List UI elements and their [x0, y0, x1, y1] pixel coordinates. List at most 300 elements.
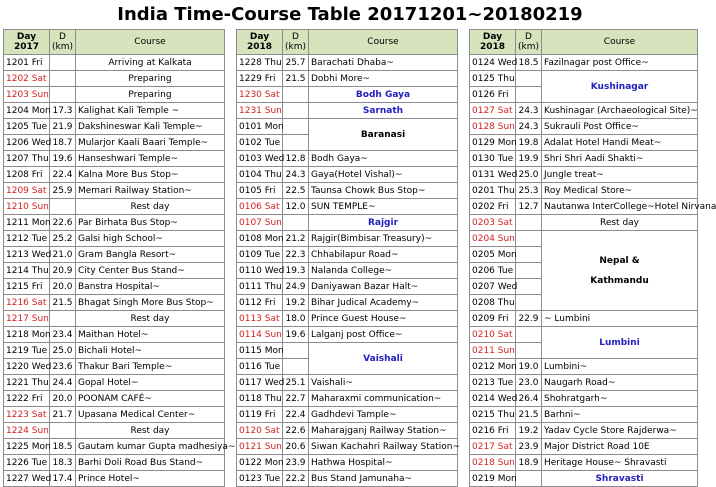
distance-cell [283, 87, 309, 103]
course-cell: Kalighat Kali Temple ~ [76, 103, 225, 119]
day-cell: 1223 Sat [4, 407, 50, 423]
table-row [237, 263, 458, 279]
day-cell: 1213 Wed [4, 247, 50, 263]
distance-cell: 20.9 [50, 263, 76, 279]
course-cell: Nalanda College~ [309, 263, 458, 279]
distance-cell: 20.6 [283, 439, 309, 455]
table-row [4, 71, 225, 87]
day-cell: 0206 Tue [470, 263, 516, 279]
day-cell: 0118 Thu [237, 391, 283, 407]
table-row [4, 327, 225, 343]
course-cell: Memari Railway Station~ [76, 183, 225, 199]
day-cell: 0114 Sun [237, 327, 283, 343]
table-row [237, 343, 458, 359]
distance-cell [516, 279, 542, 295]
course-cell: Jungle treat~ [542, 167, 698, 183]
day-cell: 0122 Mon [237, 455, 283, 471]
course-cell: Barhi Doli Road Bus Stand~ [76, 455, 225, 471]
table-row [470, 103, 698, 119]
course-cell: POONAM CAFÉ~ [76, 391, 225, 407]
distance-cell [50, 199, 76, 215]
course-cell: Taunsa Chowk Bus Stop~ [309, 183, 458, 199]
distance-cell [283, 359, 309, 375]
distance-cell [283, 103, 309, 119]
distance-cell [50, 71, 76, 87]
course-cell: Upasana Medical Center~ [76, 407, 225, 423]
table-row [4, 199, 225, 215]
day-cell: 1229 Fri [237, 71, 283, 87]
distance-cell: 22.7 [283, 391, 309, 407]
day-cell: 1214 Thu [4, 263, 50, 279]
table-row [237, 407, 458, 423]
day-cell: 0217 Sat [470, 439, 516, 455]
table-row [470, 423, 698, 439]
table-row [4, 167, 225, 183]
course-cell: Rajgir(Bimbisar Treasury)~ [309, 231, 458, 247]
course-header: Course [542, 30, 698, 55]
distance-cell: 17.3 [50, 103, 76, 119]
table-row [4, 215, 225, 231]
table-row [470, 311, 698, 327]
day-cell: 0104 Thu [237, 167, 283, 183]
table-row [470, 119, 698, 135]
course-cell: Nautanwa InterCollege~Hotel Nirvana [542, 199, 698, 215]
day-cell: 1202 Sat [4, 71, 50, 87]
course-cell: Gram Bangla Resort~ [76, 247, 225, 263]
day-cell: 1205 Tue [4, 119, 50, 135]
table-row [4, 407, 225, 423]
day-cell: 1208 Fri [4, 167, 50, 183]
distance-cell [50, 55, 76, 71]
distance-cell [283, 215, 309, 231]
day-cell: 0210 Sat [470, 327, 516, 343]
course-cell: Yadav Cycle Store Rajderwa~ [542, 423, 698, 439]
course-cell: Siwan Kachahri Railway Station~ [309, 439, 458, 455]
course-cell: Galsi high School~ [76, 231, 225, 247]
table-row [470, 359, 698, 375]
course-cell: Bhagat Singh More Bus Stop~ [76, 295, 225, 311]
table-row [470, 183, 698, 199]
day-cell: 0106 Sat [237, 199, 283, 215]
day-cell: 0204 Sun [470, 231, 516, 247]
day-cell: 0116 Tue [237, 359, 283, 375]
day-cell: 0131 Wed [470, 167, 516, 183]
table-row [237, 279, 458, 295]
course-cell: Lalganj post Office~ [309, 327, 458, 343]
day-cell: 0112 Fri [237, 295, 283, 311]
distance-cell: 23.4 [50, 327, 76, 343]
day-cell: 0215 Thu [470, 407, 516, 423]
course-cell: Sarnath [309, 103, 458, 119]
table-row [4, 391, 225, 407]
table-row [237, 167, 458, 183]
table-row [237, 391, 458, 407]
course-cell: Barachati Dhaba~ [309, 55, 458, 71]
table-row [4, 151, 225, 167]
distance-cell: 19.8 [516, 135, 542, 151]
distance-cell [283, 343, 309, 359]
day-cell: 1209 Sat [4, 183, 50, 199]
day-cell: 0128 Sun [470, 119, 516, 135]
table-row [237, 55, 458, 71]
course-cell: Gadhdevi Tample~ [309, 407, 458, 423]
distance-cell [516, 71, 542, 87]
distance-cell [50, 423, 76, 439]
distance-cell: 25.2 [50, 231, 76, 247]
distance-cell: 24.9 [283, 279, 309, 295]
course-cell: Dakshineswar Kali Temple~ [76, 119, 225, 135]
distance-header: D (km) [283, 30, 309, 55]
table-row [4, 87, 225, 103]
distance-cell [516, 471, 542, 487]
course-cell: Shri Shri Aadi Shakti~ [542, 151, 698, 167]
day-cell: 0218 Sun [470, 455, 516, 471]
table-row [4, 455, 225, 471]
table-row [237, 327, 458, 343]
day-cell: 0108 Mon [237, 231, 283, 247]
course-cell: SUN TEMPLE~ [309, 199, 458, 215]
distance-cell: 21.5 [50, 295, 76, 311]
day-cell: 1207 Thu [4, 151, 50, 167]
distance-cell: 25.1 [283, 375, 309, 391]
distance-cell: 19.2 [283, 295, 309, 311]
distance-cell: 22.4 [50, 167, 76, 183]
table-row [237, 455, 458, 471]
course-cell: Hanseshwari Temple~ [76, 151, 225, 167]
distance-header: D (km) [516, 30, 542, 55]
table-row [237, 471, 458, 487]
day-cell: 1226 Tue [4, 455, 50, 471]
distance-cell [516, 231, 542, 247]
day-cell: 1220 Wed [4, 359, 50, 375]
course-cell: Hathwa Hospital~ [309, 455, 458, 471]
distance-cell: 25.0 [516, 167, 542, 183]
course-header: Course [76, 30, 225, 55]
day-cell: 0202 Fri [470, 199, 516, 215]
course-cell: Rest day [542, 215, 698, 231]
course-cell: Shohratgarh~ [542, 391, 698, 407]
course-cell: Gaya(Hotel Vishal)~ [309, 167, 458, 183]
distance-cell: 23.9 [516, 439, 542, 455]
day-cell: 0115 Mon [237, 343, 283, 359]
day-cell: 0103 Wed [237, 151, 283, 167]
day-cell: 0216 Fri [470, 423, 516, 439]
distance-cell: 22.6 [50, 215, 76, 231]
table-row [4, 231, 225, 247]
day-cell: 1212 Tue [4, 231, 50, 247]
table-row [4, 135, 225, 151]
distance-cell: 18.3 [50, 455, 76, 471]
distance-cell [516, 343, 542, 359]
course-cell: Nepal & Kathmandu [542, 231, 698, 311]
distance-cell: 12.0 [283, 199, 309, 215]
course-cell: Heritage House~ Shravasti [542, 455, 698, 471]
course-cell: Rest day [76, 423, 225, 439]
day-cell: 0111 Thu [237, 279, 283, 295]
table-row [4, 295, 225, 311]
course-cell: Thakur Bari Temple~ [76, 359, 225, 375]
course-cell: Vaishali~ [309, 375, 458, 391]
day-cell: 1225 Mon [4, 439, 50, 455]
day-cell: 0125 Thu [470, 71, 516, 87]
table-row [237, 247, 458, 263]
day-cell: 0127 Sat [470, 103, 516, 119]
course-cell: Chhabilapur Road~ [309, 247, 458, 263]
day-cell: 1217 Sun [4, 311, 50, 327]
distance-cell [283, 119, 309, 135]
course-cell: ~ Lumbini [542, 311, 698, 327]
table-row [4, 311, 225, 327]
course-cell: Par Birhata Bus Stop~ [76, 215, 225, 231]
day-cell: 1211 Mon [4, 215, 50, 231]
distance-cell: 20.0 [50, 279, 76, 295]
course-cell: Vaishali [309, 343, 458, 375]
course-cell: Mularjor Kaali Baari Temple~ [76, 135, 225, 151]
distance-cell: 22.3 [283, 247, 309, 263]
distance-cell: 21.5 [516, 407, 542, 423]
page-title: India Time-Course Table 20171201~20180219 [117, 4, 583, 25]
table-row [237, 423, 458, 439]
course-header: Course [309, 30, 458, 55]
course-cell: Naugarh Road~ [542, 375, 698, 391]
table-row [4, 103, 225, 119]
day-cell: 0214 Wed [470, 391, 516, 407]
course-cell: Dobhi More~ [309, 71, 458, 87]
day-cell: 1215 Fri [4, 279, 50, 295]
distance-cell [516, 295, 542, 311]
table-row [470, 375, 698, 391]
distance-cell: 23.9 [283, 455, 309, 471]
day-header: Day 2017 [4, 30, 50, 55]
distance-cell: 25.7 [283, 55, 309, 71]
distance-cell: 19.6 [50, 151, 76, 167]
day-cell: 1228 Thu [237, 55, 283, 71]
distance-cell: 22.4 [283, 407, 309, 423]
day-cell: 1227 Wed [4, 471, 50, 487]
course-cell: Sukrauli Post Office~ [542, 119, 698, 135]
course-cell: Preparing [76, 87, 225, 103]
course-cell: Rest day [76, 199, 225, 215]
course-cell: City Center Bus Stand~ [76, 263, 225, 279]
course-cell: Arriving at Kalkata [76, 55, 225, 71]
day-cell: 0110 Wed [237, 263, 283, 279]
distance-cell [50, 311, 76, 327]
distance-cell: 19.2 [516, 423, 542, 439]
table-row [4, 375, 225, 391]
day-cell: 0124 Wed [470, 55, 516, 71]
distance-cell [516, 87, 542, 103]
distance-cell: 19.3 [283, 263, 309, 279]
table-row [470, 231, 698, 247]
schedule-table-2 [236, 29, 461, 487]
course-cell: Gopal Hotel~ [76, 375, 225, 391]
course-cell: Kalna More Bus Stop~ [76, 167, 225, 183]
table-row [4, 471, 225, 487]
day-cell: 0207 Wed [470, 279, 516, 295]
table-row [4, 423, 225, 439]
day-cell: 1230 Sat [237, 87, 283, 103]
distance-cell: 12.7 [516, 199, 542, 215]
distance-cell: 25.9 [50, 183, 76, 199]
day-header: Day 2018 [237, 30, 283, 55]
table-row [470, 455, 698, 471]
table-row [470, 215, 698, 231]
distance-cell: 21.0 [50, 247, 76, 263]
course-cell: Maharajganj Railway Station~ [309, 423, 458, 439]
course-cell: Kushinagar (Archaeological Site)~ [542, 103, 698, 119]
day-cell: 0107 Sun [237, 215, 283, 231]
table-row [237, 119, 458, 135]
table-row [237, 375, 458, 391]
day-cell: 1219 Tue [4, 343, 50, 359]
distance-cell: 18.5 [50, 439, 76, 455]
course-cell: Maharaxmi communication~ [309, 391, 458, 407]
course-cell: Banstra Hospital~ [76, 279, 225, 295]
day-cell: 0121 Sun [237, 439, 283, 455]
day-cell: 0119 Fri [237, 407, 283, 423]
day-cell: 1224 Sun [4, 423, 50, 439]
day-cell: 0211 Sun [470, 343, 516, 359]
table-row [4, 439, 225, 455]
course-cell: Baranasi [309, 119, 458, 151]
course-cell: Maithan Hotel~ [76, 327, 225, 343]
course-cell: Shravasti [542, 471, 698, 487]
course-cell: Lumbini~ [542, 359, 698, 375]
table-row [237, 151, 458, 167]
course-cell: Fazilnagar post Office~ [542, 55, 698, 71]
day-cell: 1210 Sun [4, 199, 50, 215]
table-row [237, 439, 458, 455]
day-cell: 0123 Tue [237, 471, 283, 487]
distance-cell: 22.9 [516, 311, 542, 327]
day-cell: 0205 Mon [470, 247, 516, 263]
day-cell: 0203 Sat [470, 215, 516, 231]
table-row [237, 199, 458, 215]
day-cell: 0113 Sat [237, 311, 283, 327]
distance-cell: 24.4 [50, 375, 76, 391]
distance-cell: 23.6 [50, 359, 76, 375]
course-cell: Roy Medical Store~ [542, 183, 698, 199]
schedule-table-1 [3, 29, 236, 487]
distance-cell [516, 263, 542, 279]
distance-cell: 20.0 [50, 391, 76, 407]
table-row [470, 199, 698, 215]
day-cell: 0212 Mon [470, 359, 516, 375]
day-cell: 0129 Mon [470, 135, 516, 151]
table-row [237, 71, 458, 87]
distance-cell: 22.5 [283, 183, 309, 199]
distance-cell: 21.9 [50, 119, 76, 135]
distance-cell: 21.7 [50, 407, 76, 423]
day-cell: 0117 Wed [237, 375, 283, 391]
table-row [470, 327, 698, 343]
table-row [237, 215, 458, 231]
course-cell: Bodh Gaya [309, 87, 458, 103]
day-cell: 0213 Tue [470, 375, 516, 391]
table-row [470, 391, 698, 407]
distance-cell [516, 215, 542, 231]
table-row [237, 311, 458, 327]
distance-cell: 19.0 [516, 359, 542, 375]
table-header-row [4, 30, 225, 55]
day-header: Day 2018 [470, 30, 516, 55]
distance-cell: 21.2 [283, 231, 309, 247]
course-cell: Prince Guest House~ [309, 311, 458, 327]
table-row [470, 135, 698, 151]
distance-cell: 26.4 [516, 391, 542, 407]
distance-cell: 12.8 [283, 151, 309, 167]
day-cell: 1221 Thu [4, 375, 50, 391]
course-cell: Adalat Hotel Handi Meat~ [542, 135, 698, 151]
course-cell: Bihar Judical Academy~ [309, 295, 458, 311]
course-cell: Rest day [76, 311, 225, 327]
table-row [470, 407, 698, 423]
day-cell: 1222 Fri [4, 391, 50, 407]
distance-cell [283, 135, 309, 151]
distance-cell: 22.6 [283, 423, 309, 439]
course-cell: Preparing [76, 71, 225, 87]
day-cell: 0109 Tue [237, 247, 283, 263]
table-row [4, 183, 225, 199]
distance-cell [516, 327, 542, 343]
distance-cell: 17.4 [50, 471, 76, 487]
distance-cell: 23.0 [516, 375, 542, 391]
course-cell: Gautam kumar Gupta madhesiya~ [76, 439, 225, 455]
table-row [4, 263, 225, 279]
distance-cell: 24.3 [283, 167, 309, 183]
distance-cell: 19.6 [283, 327, 309, 343]
day-cell: 0102 Tue [237, 135, 283, 151]
table-row [4, 119, 225, 135]
course-cell: Bodh Gaya~ [309, 151, 458, 167]
table-row [470, 471, 698, 487]
table-row [4, 247, 225, 263]
distance-header: D (km) [50, 30, 76, 55]
table-header-row [470, 30, 698, 55]
course-cell: Daniyawan Bazar Halt~ [309, 279, 458, 295]
day-cell: 0105 Fri [237, 183, 283, 199]
distance-cell: 25.3 [516, 183, 542, 199]
table-row [470, 439, 698, 455]
table-row [470, 55, 698, 71]
table-row [237, 103, 458, 119]
table-row [4, 359, 225, 375]
day-cell: 0120 Sat [237, 423, 283, 439]
table-row [470, 167, 698, 183]
table-row [4, 343, 225, 359]
day-cell: 0126 Fri [470, 87, 516, 103]
distance-cell: 25.0 [50, 343, 76, 359]
day-cell: 1201 Fri [4, 55, 50, 71]
distance-cell [50, 87, 76, 103]
day-cell: 1203 Sun [4, 87, 50, 103]
distance-cell: 18.0 [283, 311, 309, 327]
day-cell: 0201 Thu [470, 183, 516, 199]
course-cell: Bus Stand Jamunaha~ [309, 471, 458, 487]
table-row [470, 151, 698, 167]
distance-cell: 22.2 [283, 471, 309, 487]
distance-cell: 19.9 [516, 151, 542, 167]
table-row [470, 71, 698, 87]
table-row [237, 231, 458, 247]
day-cell: 1218 Mon [4, 327, 50, 343]
distance-cell: 21.5 [283, 71, 309, 87]
day-cell: 0219 Mon [470, 471, 516, 487]
day-cell: 0130 Tue [470, 151, 516, 167]
distance-cell [516, 247, 542, 263]
day-cell: 0101 Mon [237, 119, 283, 135]
distance-cell: 24.3 [516, 103, 542, 119]
